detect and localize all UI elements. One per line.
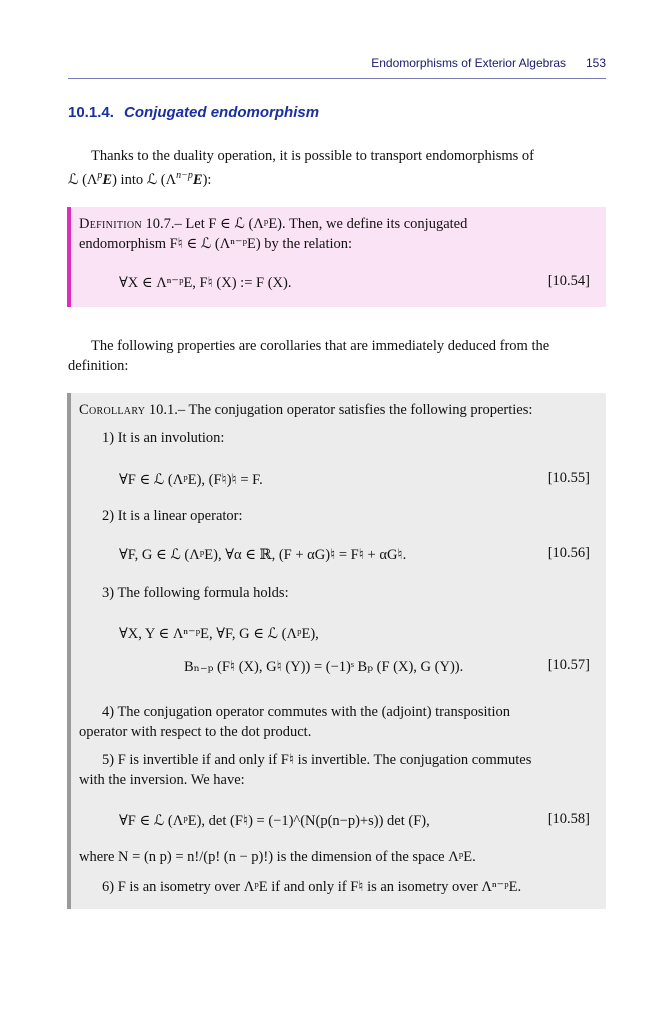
corollary-label: Corollary (79, 402, 146, 418)
definition-line-2: endomorphism F♮ ∈ ℒ (Λⁿ⁻ᵖE) by the relation: (79, 236, 353, 252)
header-title: Endomorphisms of Exterior Algebras (371, 56, 566, 70)
intro-math-a: ℒ (Λ (68, 171, 98, 188)
equation-number-10-56: [10.56] (547, 545, 590, 561)
intro-math-f: E (192, 171, 203, 188)
intro-line-2 (68, 166, 606, 190)
property-4-line-1: 4) The conjugation operator commutes with the (adjoint) transposition (102, 704, 511, 720)
running-header (68, 56, 606, 79)
intro-math-b: p (97, 170, 103, 181)
definition-line-1 (79, 214, 467, 234)
definition-formula: ∀X ∈ Λⁿ⁻ᵖE, F♮ (X) := F (X). (119, 275, 292, 291)
property-4-line-2: operator with respect to the dot product. (79, 724, 312, 740)
equation-number-10-55: [10.55] (547, 470, 590, 486)
following-line-2: definition: (68, 358, 129, 374)
equation-number-10-57: [10.57] (547, 657, 590, 673)
intro-math-e: n−p (176, 170, 193, 181)
corollary-intro: The conjugation operator satisfies the following properties: (188, 402, 533, 418)
dimension-note: where N = (n p) = n!/(p! (n − p)!) is the dimension of the space ΛᵖE. (79, 849, 476, 865)
property-5-line-2: with the inversion. We have: (79, 772, 245, 788)
formula-10-57-line-2: Bₙ₋ₚ (F♮ (X), G♮ (Y)) = (−1)ˢ Bₚ (F (X), G (Y)). (184, 659, 464, 675)
intro-math-d: ) into ℒ (Λ (112, 171, 177, 188)
formula-10-55: ∀F ∈ ℒ (ΛᵖE), (F♮)♮ = F. (119, 472, 263, 488)
definition-text-1: Let F ∈ ℒ (ΛᵖE). Then, we define its conjugated (185, 216, 468, 232)
definition-box (67, 207, 606, 307)
section-title: Conjugated endomorphism (124, 104, 320, 121)
formula-10-56: ∀F, G ∈ ℒ (ΛᵖE), ∀α ∈ ℝ, (F + αG)♮ = F♮ + αG♮. (119, 547, 407, 563)
intro-math-c: E (102, 171, 113, 188)
definition-number: 10.7.– (145, 216, 182, 232)
section-heading (68, 104, 319, 121)
intro-math-g: ): (202, 171, 212, 188)
corollary-box (67, 393, 606, 909)
section-number: 10.1.4. (68, 104, 114, 121)
property-2: 2) It is a linear operator: (102, 508, 243, 524)
page-number: 153 (585, 56, 606, 70)
formula-10-58: ∀F ∈ ℒ (ΛᵖE), det (F♮) = (−1)^(N(p(n−p)+s)) det (F), (119, 813, 430, 829)
following-line-1: The following properties are corollaries that are immediately deduced from the (91, 338, 550, 354)
property-3: 3) The following formula holds: (102, 585, 289, 601)
intro-line-1: Thanks to the duality operation, it is possible to transport endomorphisms of (91, 148, 535, 164)
corollary-number: 10.1.– (148, 402, 186, 418)
definition-label: Definition (79, 216, 142, 232)
property-6: 6) F is an isometry over ΛᵖE if and only if F♮ is an isometry over Λⁿ⁻ᵖE. (102, 879, 522, 895)
corollary-line-1 (79, 400, 532, 420)
property-5-line-1: 5) F is invertible if and only if F♮ is invertible. The conjugation commutes (102, 752, 532, 768)
equation-number-10-54: [10.54] (547, 273, 590, 289)
equation-number-10-58: [10.58] (547, 811, 590, 827)
property-1: 1) It is an involution: (102, 430, 225, 446)
formula-10-57-line-1: ∀X, Y ∈ Λⁿ⁻ᵖE, ∀F, G ∈ ℒ (ΛᵖE), (119, 626, 319, 642)
